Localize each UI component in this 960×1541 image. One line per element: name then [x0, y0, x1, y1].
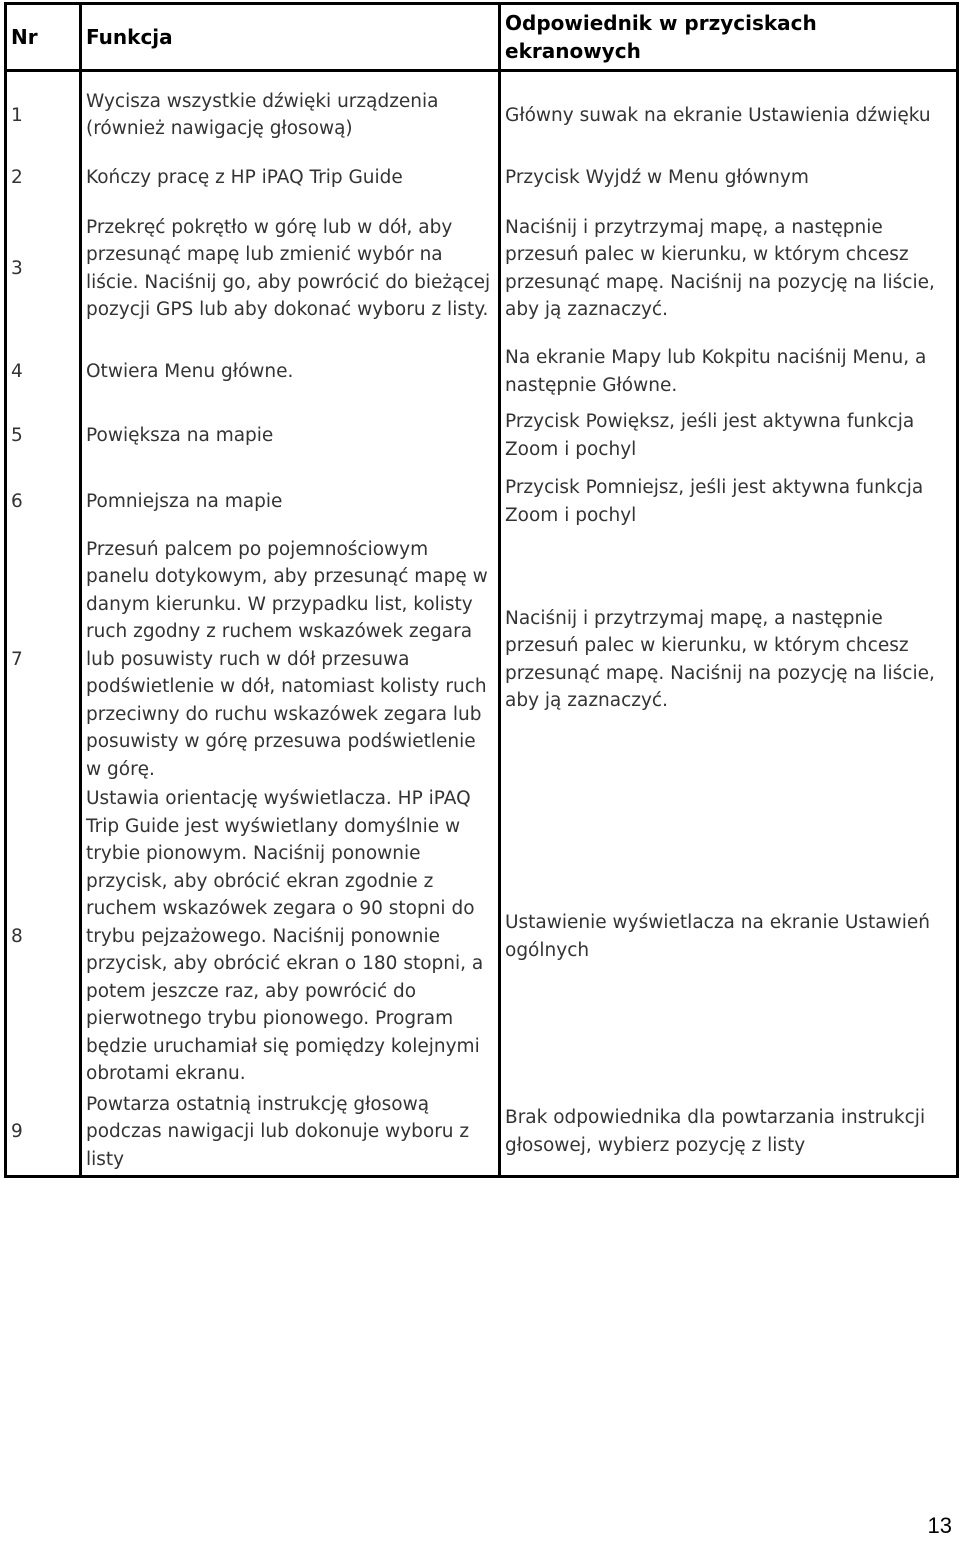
row-number: 6: [6, 469, 81, 535]
table-row: [6, 785, 958, 1089]
row-equivalent: Główny suwak na ekranie Ustawienia dźwięku: [500, 71, 958, 159]
row-function: Przesuń palcem po pojemnościowym panelu dotykowym, aby przesunąć mapę w danym kierunku. W przypadku list, kolisty ruch zgodny z ruchem wskazówek zegara lub posuwisty ruch w dół przesuwa podświetlenie w dół, natomiast kolisty ruch przeciwny do ruchu wskazówek zegara lub posuwisty w górę przesuwa podświetlenie w górę.: [81, 535, 500, 785]
row-function: Kończy pracę z HP iPAQ Trip Guide: [81, 159, 500, 197]
table-row: [6, 1089, 958, 1177]
table-row: [6, 535, 958, 785]
row-equivalent: Naciśnij i przytrzymaj mapę, a następnie przesuń palec w kierunku, w którym chcesz przesunąć mapę. Naciśnij na pozycję na liście, aby ją zaznaczyć.: [500, 535, 958, 785]
row-equivalent: Naciśnij i przytrzymaj mapę, a następnie przesuń palec w kierunku, w którym chcesz przesunąć mapę. Naciśnij na pozycję na liście, aby ją zaznaczyć.: [500, 197, 958, 341]
table-row: [6, 403, 958, 469]
table-row: [6, 469, 958, 535]
row-number: 1: [6, 71, 81, 159]
table-header-row: [6, 4, 958, 71]
table-row: [6, 341, 958, 403]
header-odpowiednik: Odpowiednik w przyciskach ekranowych: [500, 4, 958, 71]
row-equivalent: Na ekranie Mapy lub Kokpitu naciśnij Menu, a następnie Główne.: [500, 341, 958, 403]
row-equivalent: Ustawienie wyświetlacza na ekranie Ustawień ogólnych: [500, 785, 958, 1089]
row-number: 3: [6, 197, 81, 341]
row-number: 5: [6, 403, 81, 469]
row-function: Ustawia orientację wyświetlacza. HP iPAQ Trip Guide jest wyświetlany domyślnie w trybie pionowym. Naciśnij ponownie przycisk, aby obrócić ekran zgodnie z ruchem wskazówek zegara o 90 stopni do trybu pejzażowego. Naciśnij ponownie przycisk, aby obrócić ekran o 180 stopni, a potem jeszcze raz, aby powrócić do pierwotnego trybu pionowego. Program będzie uruchamiał się pomiędzy kolejnymi obrotami ekranu.: [81, 785, 500, 1089]
row-number: 2: [6, 159, 81, 197]
table-row: [6, 159, 958, 197]
row-function: Przekręć pokrętło w górę lub w dół, aby przesunąć mapę lub zmienić wybór na liście. Naciśnij go, aby powrócić do bieżącej pozycji GPS lub aby dokonać wyboru z listy.: [81, 197, 500, 341]
header-nr: Nr: [6, 4, 81, 71]
functions-table: [4, 2, 959, 1178]
row-number: 9: [6, 1089, 81, 1177]
row-function: Otwiera Menu główne.: [81, 341, 500, 403]
row-equivalent: Brak odpowiednika dla powtarzania instrukcji głosowej, wybierz pozycję z listy: [500, 1089, 958, 1177]
row-function: Powtarza ostatnią instrukcję głosową podczas nawigacji lub dokonuje wyboru z listy: [81, 1089, 500, 1177]
row-number: 4: [6, 341, 81, 403]
header-funkcja: Funkcja: [81, 4, 500, 71]
row-number: 7: [6, 535, 81, 785]
row-function: Wycisza wszystkie dźwięki urządzenia (również nawigację głosową): [81, 71, 500, 159]
row-equivalent: Przycisk Powiększ, jeśli jest aktywna funkcja Zoom i pochyl: [500, 403, 958, 469]
row-equivalent: Przycisk Pomniejsz, jeśli jest aktywna funkcja Zoom i pochyl: [500, 469, 958, 535]
page-number: 13: [927, 1513, 952, 1538]
table-row: [6, 71, 958, 159]
row-function: Pomniejsza na mapie: [81, 469, 500, 535]
row-function: Powiększa na mapie: [81, 403, 500, 469]
row-equivalent: Przycisk Wyjdź w Menu głównym: [500, 159, 958, 197]
row-number: 8: [6, 785, 81, 1089]
table-row: [6, 197, 958, 341]
